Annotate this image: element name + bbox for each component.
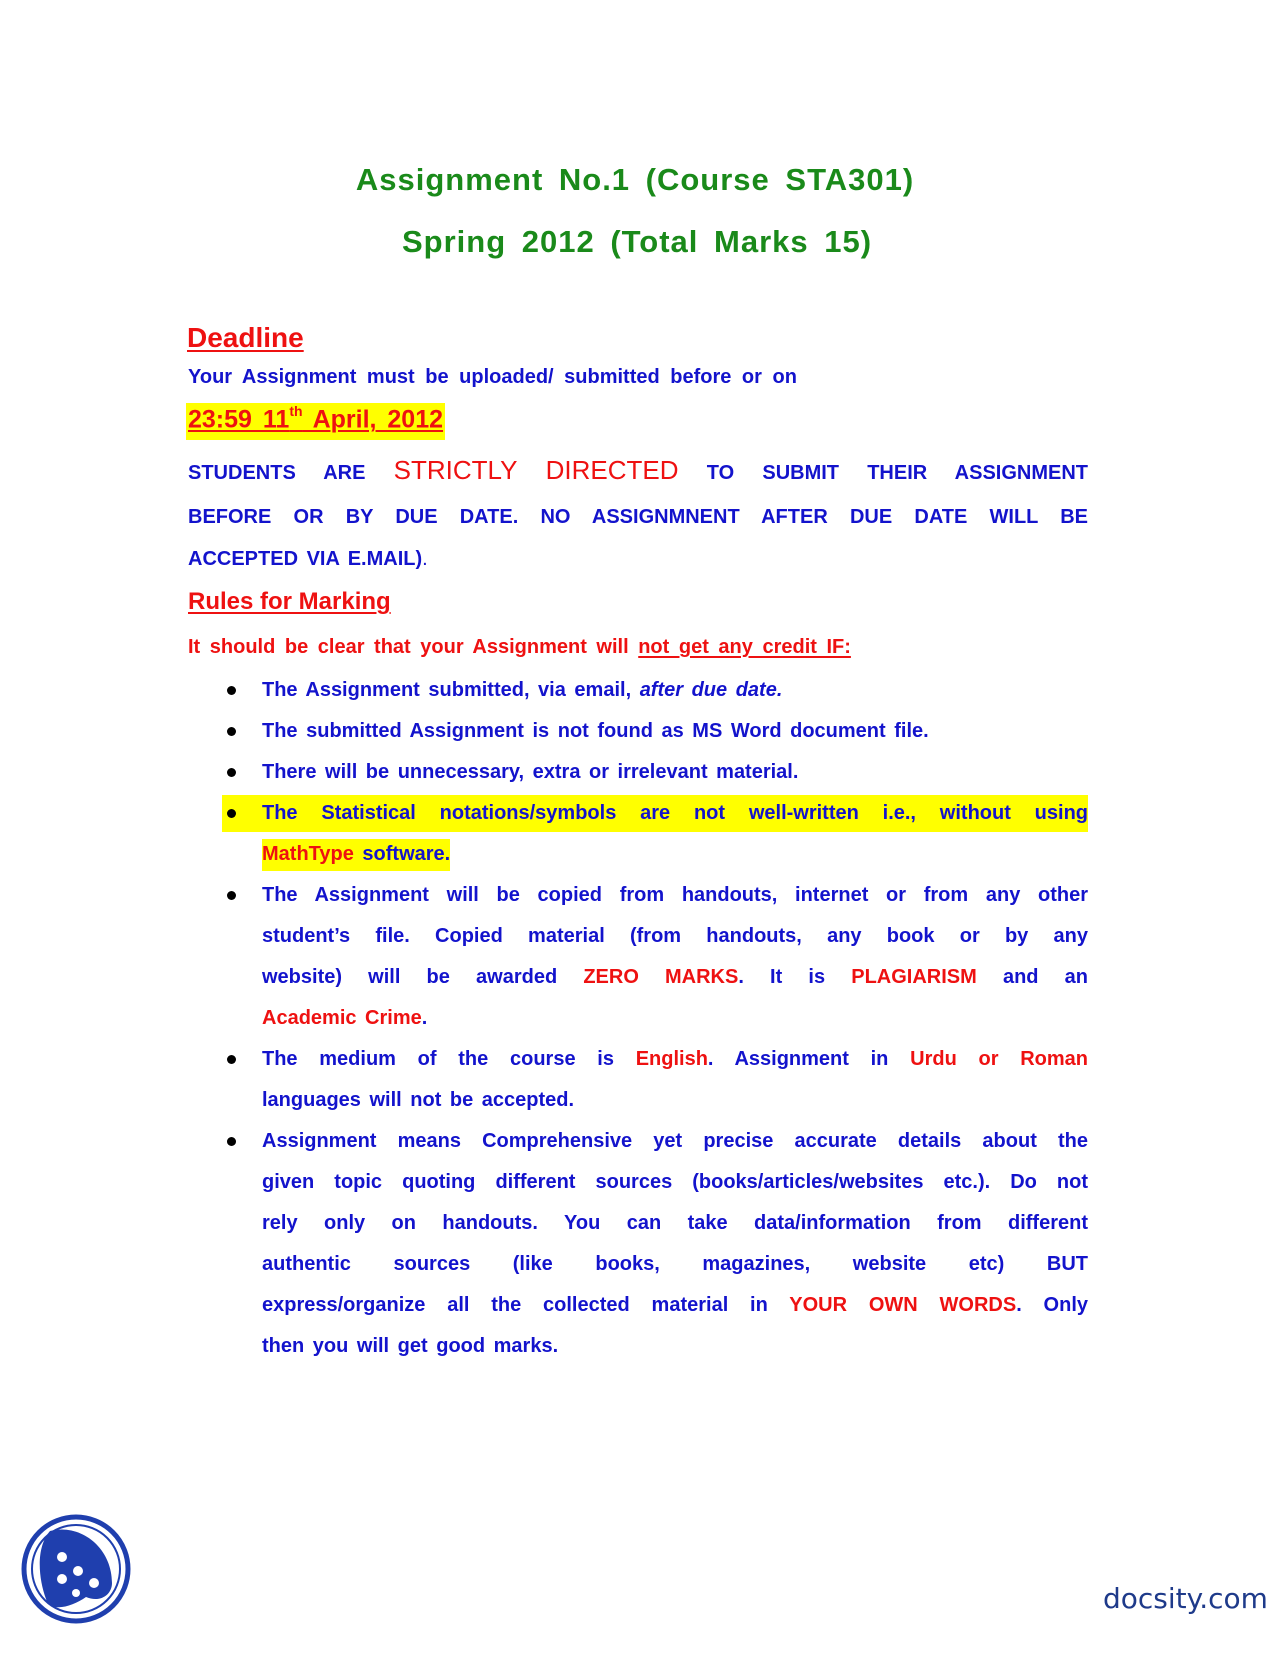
bullet-text-6 (262, 1039, 1088, 1121)
deadline-date-pre: 23:59 11 (188, 405, 290, 434)
bullet-text-7 (262, 1121, 1088, 1367)
deadline-date-post: April, 2012 (302, 405, 444, 434)
directive-strictly: STRICTLY (393, 455, 518, 485)
b1-text: The Assignment submitted, via email, (262, 679, 640, 701)
b6-a: The medium of the course is (262, 1048, 636, 1070)
b4-line2 (262, 834, 1088, 875)
bullet-text-1 (262, 670, 1088, 711)
b7-own-words: YOUR OWN WORDS (789, 1294, 1017, 1316)
bullet-icon (227, 1055, 236, 1064)
directive-line-3-end: . (422, 548, 428, 570)
bullet-icon (227, 727, 236, 736)
b5-zero-marks: ZERO MARKS (583, 966, 739, 988)
bullet-icon (227, 891, 236, 900)
title-line-1: Assignment No.1 (Course STA301) (355, 162, 915, 197)
b6-english: English (635, 1048, 708, 1070)
b4-line1: The Statistical notations/symbols are not well-written i.e., without using (262, 802, 1088, 824)
b7-line5-b: . Only (1016, 1294, 1088, 1316)
bullet-text-5 (262, 875, 1088, 1039)
directive-part2: TO SUBMIT THEIR ASSIGNMENT (706, 462, 1089, 484)
deadline-heading: Deadline (187, 322, 304, 353)
directive-line-3 (188, 548, 1088, 571)
bullet-text-2: The submitted Assignment is not found as MS Word document file. (262, 720, 929, 742)
deadline-instruction: Your Assignment must be uploaded/ submitted before or on (188, 366, 797, 388)
b4-mathtype: MathType (262, 843, 354, 865)
directive-directed: DIRECTED (545, 455, 679, 485)
deadline-date-sup: th (289, 403, 303, 419)
bullet-text-3: There will be unnecessary, extra or irrelevant material. (262, 761, 799, 783)
b5-plagiarism: PLAGIARISM (851, 966, 977, 988)
b5-line3-a: website) will be awarded (262, 966, 584, 988)
b6-urdu-roman: Urdu or Roman (910, 1048, 1088, 1070)
directive-line-2: BEFORE OR BY DUE DATE. NO ASSIGNMNENT AFTER DUE DATE WILL BE (188, 506, 1088, 528)
b5-line3-b: . It is (738, 966, 852, 988)
b5-line4 (262, 998, 1088, 1039)
bullet-icon (227, 768, 236, 777)
b7-line6: then you will get good marks. (262, 1335, 559, 1357)
b5-line3-c: and an (976, 966, 1088, 988)
rules-intro-text: It should be clear that your Assignment will (188, 636, 639, 658)
bullet-icon (227, 809, 236, 818)
b7-line5 (262, 1285, 1088, 1326)
deadline-date (186, 403, 445, 440)
directive-line-3-text: ACCEPTED VIA E.MAIL) (188, 548, 423, 570)
b4-rest: software. (353, 843, 451, 865)
title-line-2: Spring 2012 (Total Marks 15) (401, 224, 873, 259)
b6-line1 (262, 1039, 1088, 1080)
b6-b: . Assignment in (707, 1048, 911, 1070)
b4-line2-highlight (262, 839, 450, 871)
docsity-site-link[interactable]: docsity.com (1103, 1582, 1268, 1615)
b7-line3: rely only on handouts. You can take data/information from different (262, 1212, 1088, 1234)
bullet-icon (227, 686, 236, 695)
b7-line4: authentic sources (like books, magazines, website etc) BUT (262, 1253, 1088, 1275)
bullet-text-4 (262, 793, 1088, 875)
b7-line1: Assignment means Comprehensive yet precise accurate details about the (262, 1130, 1088, 1152)
b5-line3 (262, 957, 1088, 998)
directive-line-1 (188, 455, 1088, 486)
b5-academic-crime: Academic Crime (262, 1007, 422, 1029)
b5-line2: student’s file. Copied material (from handouts, any book or by any (262, 925, 1088, 947)
b5-line1: The Assignment will be copied from handouts, internet or from any other (262, 884, 1088, 906)
bullet-icon (227, 1137, 236, 1146)
rules-intro (188, 636, 851, 659)
docsity-logo-icon[interactable] (20, 1513, 132, 1625)
rules-intro-underlined: not get any credit IF: (638, 636, 851, 658)
rules-heading: Rules for Marking (188, 588, 391, 615)
b6-line2: languages will not be accepted. (262, 1089, 575, 1111)
b7-line2: given topic quoting different sources (books/articles/websites etc.). Do not (262, 1171, 1088, 1193)
b7-line5-a: express/organize all the collected material in (262, 1294, 790, 1316)
directive-part1: STUDENTS ARE (188, 462, 366, 484)
b5-end: . (421, 1007, 428, 1029)
b1-italic: after due date. (639, 679, 783, 701)
